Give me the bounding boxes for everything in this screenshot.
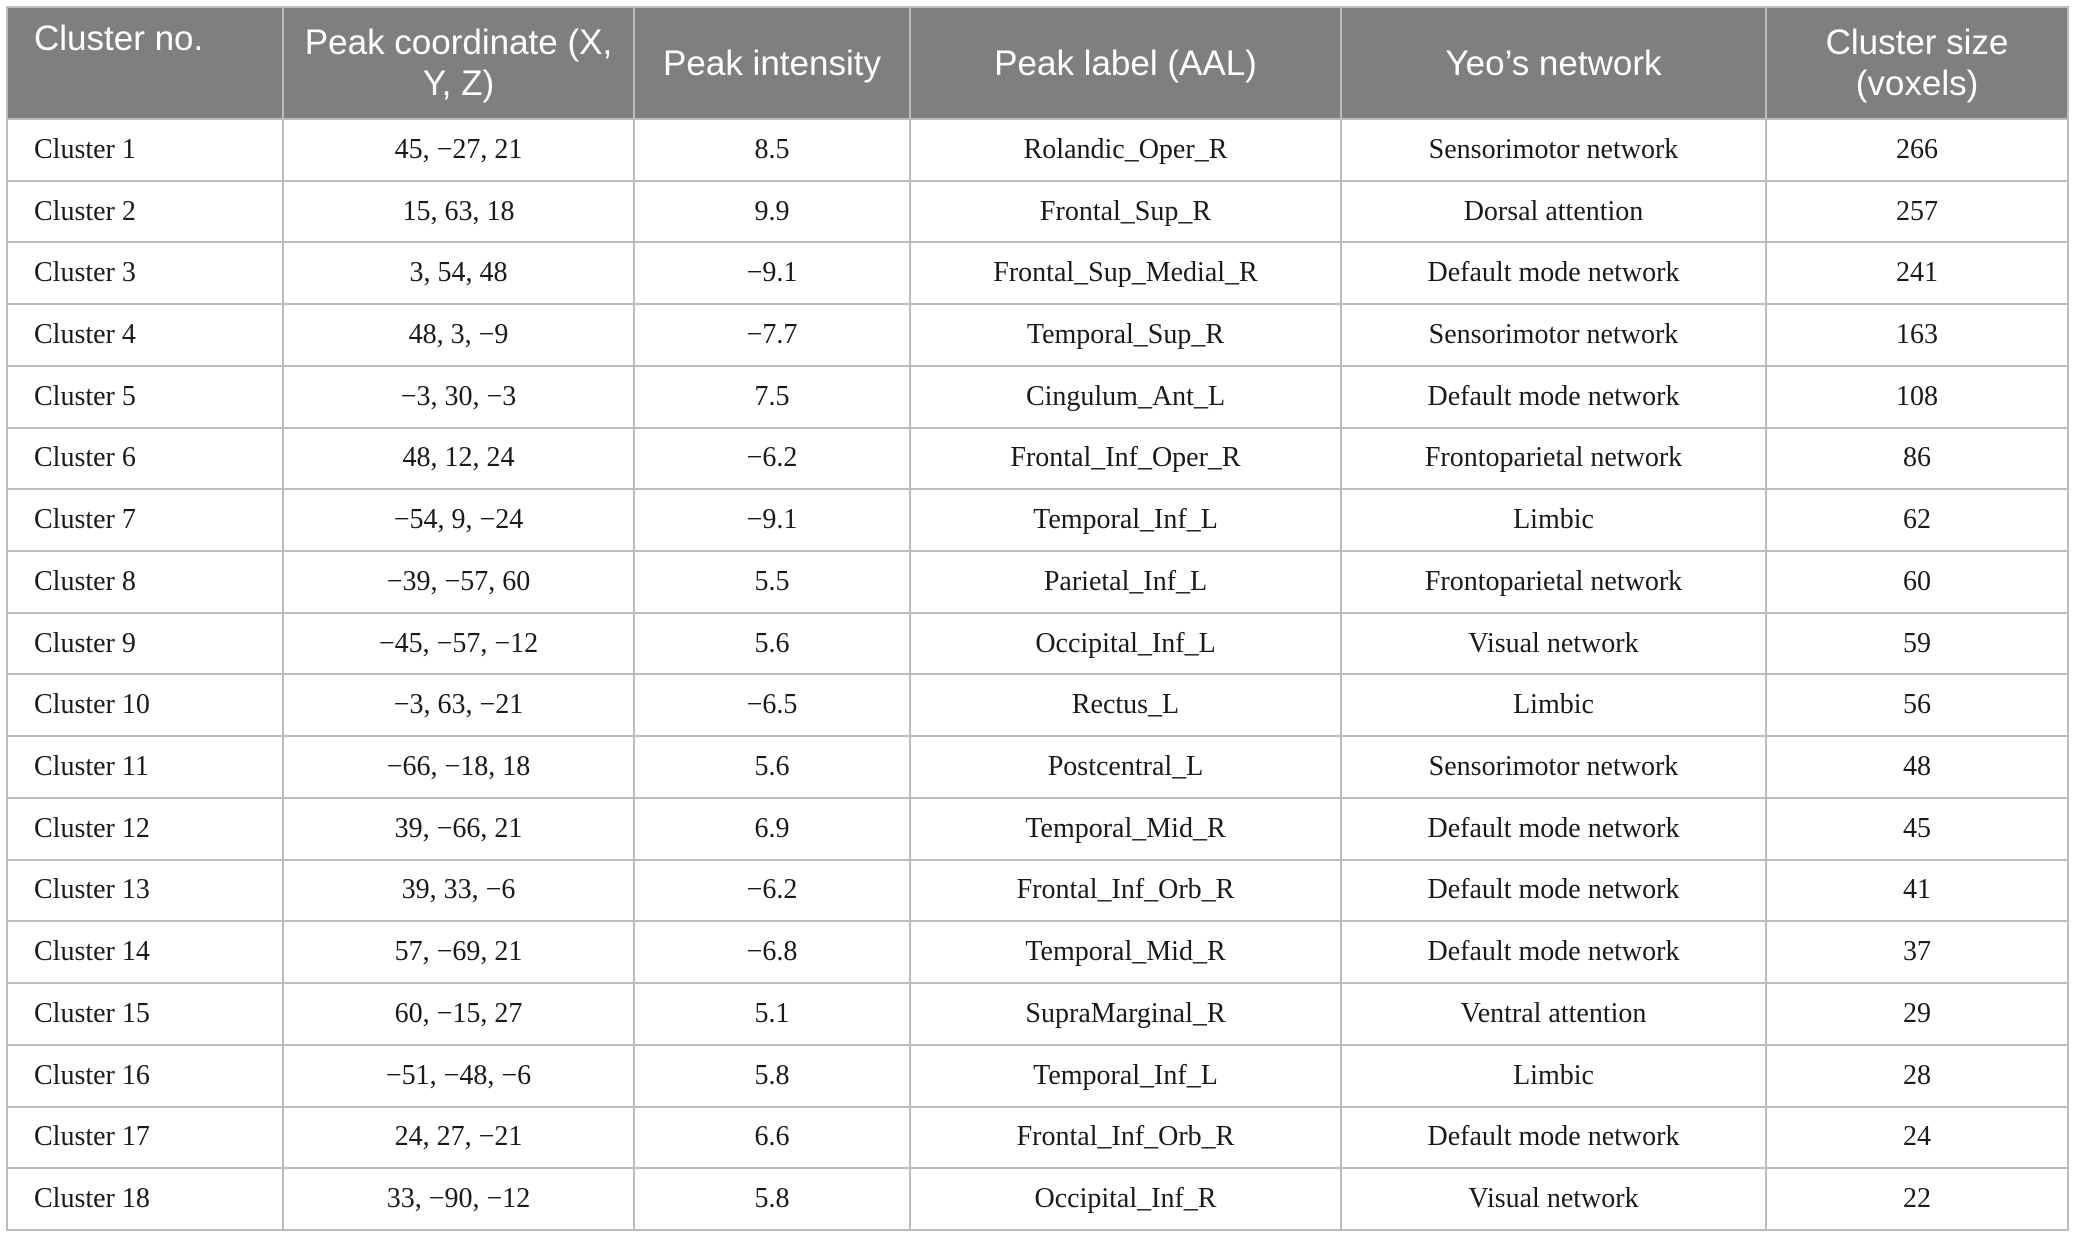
yeo-network-cell: Default mode network <box>1341 798 1766 860</box>
table-header <box>7 7 2068 119</box>
cluster-size-cell: 59 <box>1766 613 2068 675</box>
cluster-no-cell: Cluster 12 <box>7 798 283 860</box>
peak-label-cell: Occipital_Inf_R <box>910 1168 1341 1230</box>
table-row <box>7 736 2068 798</box>
cluster-no-cell: Cluster 16 <box>7 1045 283 1107</box>
cluster-size-cell: 163 <box>1766 304 2068 366</box>
peak-coordinate-cell: 48, 3, −9 <box>283 304 634 366</box>
table-row <box>7 1045 2068 1107</box>
cluster-no-cell: Cluster 17 <box>7 1107 283 1169</box>
peak-intensity-cell: 5.5 <box>634 551 910 613</box>
table-row <box>7 674 2068 736</box>
table-row <box>7 181 2068 243</box>
cluster-no-cell: Cluster 11 <box>7 736 283 798</box>
peak-intensity-cell: 5.1 <box>634 983 910 1045</box>
cluster-no-cell: Cluster 10 <box>7 674 283 736</box>
peak-coordinate-cell: 24, 27, −21 <box>283 1107 634 1169</box>
peak-label-cell: Occipital_Inf_L <box>910 613 1341 675</box>
cluster-no-cell: Cluster 14 <box>7 921 283 983</box>
cluster-no-cell: Cluster 8 <box>7 551 283 613</box>
cluster-no-cell: Cluster 2 <box>7 181 283 243</box>
peak-coordinate-cell: −39, −57, 60 <box>283 551 634 613</box>
peak-coordinate-cell: 57, −69, 21 <box>283 921 634 983</box>
peak-coordinate-cell: 39, 33, −6 <box>283 860 634 922</box>
peak-intensity-cell: 9.9 <box>634 181 910 243</box>
peak-intensity-cell: −6.2 <box>634 860 910 922</box>
peak-label-cell: Frontal_Inf_Orb_R <box>910 1107 1341 1169</box>
peak-coordinate-cell: 33, −90, −12 <box>283 1168 634 1230</box>
peak-intensity-cell: −9.1 <box>634 242 910 304</box>
header-yeo-network: Yeo’s network <box>1341 7 1766 119</box>
header-cluster-no: Cluster no. <box>7 7 283 119</box>
table-body <box>7 119 2068 1230</box>
peak-label-cell: Rolandic_Oper_R <box>910 119 1341 181</box>
peak-intensity-cell: −6.8 <box>634 921 910 983</box>
cluster-no-cell: Cluster 13 <box>7 860 283 922</box>
table-row <box>7 551 2068 613</box>
cluster-size-cell: 48 <box>1766 736 2068 798</box>
peak-coordinate-cell: 48, 12, 24 <box>283 428 634 490</box>
peak-intensity-cell: 8.5 <box>634 119 910 181</box>
peak-coordinate-cell: −54, 9, −24 <box>283 489 634 551</box>
peak-coordinate-cell: 3, 54, 48 <box>283 242 634 304</box>
cluster-size-cell: 60 <box>1766 551 2068 613</box>
header-row <box>7 7 2068 119</box>
header-cluster-size: Cluster size (voxels) <box>1766 7 2068 119</box>
yeo-network-cell: Limbic <box>1341 674 1766 736</box>
peak-coordinate-cell: −45, −57, −12 <box>283 613 634 675</box>
cluster-no-cell: Cluster 5 <box>7 366 283 428</box>
peak-intensity-cell: 6.6 <box>634 1107 910 1169</box>
peak-intensity-cell: 5.8 <box>634 1168 910 1230</box>
yeo-network-cell: Default mode network <box>1341 242 1766 304</box>
yeo-network-cell: Sensorimotor network <box>1341 119 1766 181</box>
cluster-size-cell: 257 <box>1766 181 2068 243</box>
header-peak-intensity: Peak intensity <box>634 7 910 119</box>
cluster-size-cell: 24 <box>1766 1107 2068 1169</box>
peak-intensity-cell: −6.5 <box>634 674 910 736</box>
cluster-size-cell: 41 <box>1766 860 2068 922</box>
cluster-size-cell: 62 <box>1766 489 2068 551</box>
peak-label-cell: Frontal_Inf_Orb_R <box>910 860 1341 922</box>
yeo-network-cell: Limbic <box>1341 489 1766 551</box>
peak-label-cell: Temporal_Mid_R <box>910 798 1341 860</box>
peak-coordinate-cell: −51, −48, −6 <box>283 1045 634 1107</box>
peak-label-cell: Rectus_L <box>910 674 1341 736</box>
cluster-size-cell: 56 <box>1766 674 2068 736</box>
yeo-network-cell: Visual network <box>1341 613 1766 675</box>
peak-intensity-cell: 7.5 <box>634 366 910 428</box>
cluster-size-cell: 45 <box>1766 798 2068 860</box>
yeo-network-cell: Frontoparietal network <box>1341 551 1766 613</box>
cluster-size-cell: 108 <box>1766 366 2068 428</box>
peak-intensity-cell: −9.1 <box>634 489 910 551</box>
cluster-table-container <box>6 6 2067 1231</box>
peak-label-cell: Postcentral_L <box>910 736 1341 798</box>
yeo-network-cell: Default mode network <box>1341 921 1766 983</box>
peak-coordinate-cell: −3, 63, −21 <box>283 674 634 736</box>
cluster-no-cell: Cluster 9 <box>7 613 283 675</box>
table-row <box>7 366 2068 428</box>
peak-label-cell: Frontal_Sup_Medial_R <box>910 242 1341 304</box>
table-row <box>7 1168 2068 1230</box>
cluster-size-cell: 266 <box>1766 119 2068 181</box>
cluster-no-cell: Cluster 18 <box>7 1168 283 1230</box>
peak-label-cell: Parietal_Inf_L <box>910 551 1341 613</box>
yeo-network-cell: Sensorimotor network <box>1341 736 1766 798</box>
peak-coordinate-cell: 45, −27, 21 <box>283 119 634 181</box>
yeo-network-cell: Default mode network <box>1341 366 1766 428</box>
cluster-size-cell: 29 <box>1766 983 2068 1045</box>
cluster-size-cell: 241 <box>1766 242 2068 304</box>
cluster-size-cell: 37 <box>1766 921 2068 983</box>
cluster-no-cell: Cluster 15 <box>7 983 283 1045</box>
peak-coordinate-cell: −66, −18, 18 <box>283 736 634 798</box>
cluster-table <box>6 6 2069 1231</box>
peak-intensity-cell: 5.8 <box>634 1045 910 1107</box>
cluster-no-cell: Cluster 1 <box>7 119 283 181</box>
cluster-no-cell: Cluster 7 <box>7 489 283 551</box>
yeo-network-cell: Frontoparietal network <box>1341 428 1766 490</box>
table-row <box>7 613 2068 675</box>
peak-label-cell: Temporal_Inf_L <box>910 1045 1341 1107</box>
header-peak-label: Peak label (AAL) <box>910 7 1341 119</box>
table-row <box>7 428 2068 490</box>
yeo-network-cell: Default mode network <box>1341 1107 1766 1169</box>
table-row <box>7 860 2068 922</box>
peak-intensity-cell: −7.7 <box>634 304 910 366</box>
table-row <box>7 921 2068 983</box>
peak-coordinate-cell: 60, −15, 27 <box>283 983 634 1045</box>
peak-intensity-cell: 5.6 <box>634 736 910 798</box>
peak-coordinate-cell: 39, −66, 21 <box>283 798 634 860</box>
peak-intensity-cell: 6.9 <box>634 798 910 860</box>
cluster-size-cell: 22 <box>1766 1168 2068 1230</box>
table-row <box>7 1107 2068 1169</box>
cluster-no-cell: Cluster 6 <box>7 428 283 490</box>
cluster-no-cell: Cluster 3 <box>7 242 283 304</box>
peak-label-cell: SupraMarginal_R <box>910 983 1341 1045</box>
peak-label-cell: Temporal_Mid_R <box>910 921 1341 983</box>
cluster-no-cell: Cluster 4 <box>7 304 283 366</box>
table-row <box>7 119 2068 181</box>
yeo-network-cell: Limbic <box>1341 1045 1766 1107</box>
peak-coordinate-cell: −3, 30, −3 <box>283 366 634 428</box>
yeo-network-cell: Dorsal attention <box>1341 181 1766 243</box>
peak-intensity-cell: 5.6 <box>634 613 910 675</box>
table-row <box>7 304 2068 366</box>
header-peak-coordinate: Peak coordinate (X, Y, Z) <box>283 7 634 119</box>
table-row <box>7 983 2068 1045</box>
table-row <box>7 798 2068 860</box>
peak-intensity-cell: −6.2 <box>634 428 910 490</box>
yeo-network-cell: Sensorimotor network <box>1341 304 1766 366</box>
yeo-network-cell: Default mode network <box>1341 860 1766 922</box>
peak-label-cell: Temporal_Sup_R <box>910 304 1341 366</box>
table-row <box>7 242 2068 304</box>
yeo-network-cell: Visual network <box>1341 1168 1766 1230</box>
table-row <box>7 489 2068 551</box>
peak-label-cell: Cingulum_Ant_L <box>910 366 1341 428</box>
peak-coordinate-cell: 15, 63, 18 <box>283 181 634 243</box>
cluster-size-cell: 28 <box>1766 1045 2068 1107</box>
yeo-network-cell: Ventral attention <box>1341 983 1766 1045</box>
peak-label-cell: Frontal_Sup_R <box>910 181 1341 243</box>
peak-label-cell: Temporal_Inf_L <box>910 489 1341 551</box>
cluster-size-cell: 86 <box>1766 428 2068 490</box>
peak-label-cell: Frontal_Inf_Oper_R <box>910 428 1341 490</box>
